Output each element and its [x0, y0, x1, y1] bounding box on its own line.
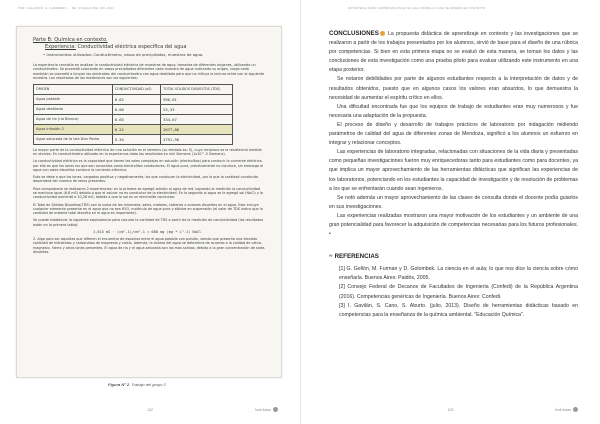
body-paragraph: Las experiencias de laboratorio integradas, relacionadas con situaciones de la vida diaria y presentadas como pequeñas investigaciones fueron muy enriquecedoras tanto para estudiantes como para docentes, ya que implica un mayor aprovechamiento de las herramientas didácticas que significan las experiencias de los laboratorios, potenciando en los estudiantes la capacidad de investigación y de resolución de problemas a los que se enfrentarán cuando sean ingenieros.	[329, 149, 578, 192]
table-cell: Agua saturada de la Isla Don Pedro	[34, 134, 113, 144]
table-row	[34, 104, 233, 114]
table-row	[34, 94, 233, 104]
worksheet-paragraph: Esto se debe a que los iones, cargados positiva y negativamente, los que conducen la electricidad, por lo que la cantidad conducida dependerá del número de iones presentes.	[33, 175, 259, 184]
table-header: CONDUCTIVIDAD (uS)	[112, 84, 160, 94]
body-paragraph: Se notó además un mayor aprovechamiento de las clases de consulta donde el docente podía guiarlos en sus investigaciones.	[329, 194, 578, 210]
table-row	[34, 114, 233, 124]
table-cell: Agua infusión 2	[34, 124, 113, 134]
worksheet-paragraph: La conductividad eléctrica es la capacidad que tienen las sales complejas en solución (electrolitos) para conducir la corriente eléctrica, por ello es que los iones los que son conocidos como electrolitos conductores. El agua pura, prácticamente no conduce, sin embargo el agua con sales disueltas conduce la corriente eléctrica.	[33, 159, 264, 172]
worksheet-paragraph: Para comprobarlo se realizaron 2 experiencias: en la primera se agregó adición al agua de red, logrando la medición la conductividad se mantuvo igual (6,8 mS) debido a que el azúcar no es conductor de la electricidad. En la segunda al agua se le agregó sal (NaCl) y la conductividad aumentó a 10,28 mS, debido a que la sal es un electrolito conductor.	[33, 186, 263, 200]
footer-brand: Ínsil Actas	[255, 407, 278, 412]
table-cell: Agua de río (río Blanco)	[34, 114, 113, 124]
worksheet-instruments: • Instrumentos utilizados: Conductímetro, vasos de precipitados, muestras de agua.	[43, 52, 204, 57]
worksheet-intro: La experiencia consistía en analizar la conductividad eléctrica de muestras de agua, tomadas de diferentes orígenes, utilizando un conductímetro. Se procedió colocando en vasos precipitados diferentes cada muestra de agua indicando su origen, luego cada medición se procedió a limpiar los electrodos del conductímetro con agua destilada para que no influya la lectura entre con la siguiente muestra. Los resultados de las mediciones son los siguientes:	[33, 63, 265, 81]
reference-item: [1] G. Gellón, M. Furman y D. Golombek. La ciencia en el aula; lo que nos dice la ciencia sobre cómo enseñarla. Buenos Aires: Paidós, 2005.	[339, 266, 578, 282]
body-paragraph: Se notaron debilidades por parte de algunos estudiantes respecto a la interpretación de datos y de resultados obtenidos, puesto que en algunos casos los valores eran absurdos, lo que demuestra la necesidad de aumentar el espíritu crítico en ellos.	[329, 76, 578, 101]
conclusions-paragraph: CONCLUSIONES La propuesta didáctica de aprendizaje en contexto y las investigaciones que se realizaron a partir de los trabajos presentados por los alumnos, sirvió de base para el diseño de una rúbrica por competencias. Si bien en esta primera etapa no se evaluó de esta manera, se toman los datos y las conclusiones de esta investigación como una prueba piloto para evaluar utilizando este instrumento en una etapa posterior.	[329, 30, 578, 74]
references-icon: ∞	[329, 253, 333, 260]
smile-icon	[380, 31, 385, 36]
article-body	[329, 29, 578, 320]
table-cell: 2677,86	[161, 124, 233, 134]
right-page	[300, 0, 600, 424]
table-cell: Agua destilada	[34, 104, 113, 114]
table-cell: 8.22	[112, 124, 160, 134]
table-header: TOTAL SOLIDOS DISUELTOS (TDS)	[161, 84, 233, 94]
footer-brand: Ínsil Actas	[555, 407, 578, 412]
worksheet-paragraph: Se puede establecer la siguiente equivalencia para calcular la cantidad de TDS a partir de la medición de conductividad (los resultados están en la primera tabla):	[33, 218, 264, 227]
page-number: 102	[147, 408, 153, 412]
body-paragraph: El proceso de diseño y desarrollo de trabajos prácticos de laboratorio por indagación midiendo parámetros de calidad del agua de diferentes zonas de Mendoza, significó a los alumnos un esfuerzo en integrar y relacionar conceptos.	[329, 121, 578, 147]
page-number: 103	[447, 408, 454, 412]
body-paragraph: Las experiencias realizadas mostraron una mayor motivación de los estudiantes y un ambiente de una gran potencialidad para favorecer la adquisición de competencias necesarias para los futuros profesionales. •	[329, 212, 578, 238]
page-footer	[301, 406, 600, 414]
page-footer	[0, 406, 300, 414]
table-cell: 596,61	[161, 94, 233, 104]
figure-caption: Figura N° 2. Trabajo del grupo 2	[108, 382, 166, 387]
references-heading: ∞ REFERENCIAS	[329, 253, 379, 261]
body-paragraph: Una dificultad encontrada fue que los equipos de trabajo de estudiantes eran muy numerosos y fue necesaria una adaptación de la propuesta.	[329, 103, 578, 119]
scanned-worksheet-image	[16, 26, 282, 378]
worksheet-paragraph: La mayor parte de la conductividad eléctrica de una solución es el siemens (su símbolo es: S), cuyo recíproco es la resistencia medida en ohmios. En conductímetro utilizado en la experiencia daba los resultados en mili Siemens (1x10^-3 Siemens).	[33, 147, 262, 156]
table-cell: 0.65	[112, 114, 160, 124]
worksheet-title: Parte B: Química en contexto.	[33, 37, 108, 43]
brand-logo-icon	[573, 407, 578, 412]
table-cell: 0.82	[112, 94, 160, 104]
table-cell: Agua potable	[34, 94, 113, 104]
running-head: POR: GALLARDO, G. GUERRERO ... DE: COLEGIO DEL SOL 2021	[18, 7, 115, 10]
table-row	[34, 124, 233, 134]
table-cell: 0.06	[112, 104, 160, 114]
table-cell: 334,67	[161, 114, 233, 124]
conclusions-heading: CONCLUSIONES	[329, 30, 379, 37]
reference-item: [3] I. Gavilán, S. Cano, S. Aburto. (julio, 2013). Diseño de herramientas didácticas basado en competencias para la enseñanza de la química ambiental. "Educación Química".	[339, 302, 578, 318]
table-cell: 3791,90	[161, 134, 233, 144]
worksheet-paragraph: 2. Algo para ser aquellas que difieren el encuentro de espacios entre el agua potable con pulsión, siendo que presenta una elevada cantidad de hidróxidos y carbonatos de magnesio y calcio. Además, la dureza del agua se determina de acuerdo a la calidad de calcio, magnesio, hierro y otros iones presentes. El agua de río y el agua saturada son las más salinas, debido a la gran concentración de sales disueltas.	[33, 237, 265, 254]
brand-logo-icon	[273, 407, 278, 412]
running-head: ESTRATEGIA PARA COMPETENCIAS EN EL AULA DESDE LO QUE SE ENSEÑA EN CONTEXTO	[348, 7, 486, 10]
worksheet-formula: 1,615 mS · (cm^-1)/cm^-1 = 680 mg (mg * L^-1) NaCl	[93, 230, 202, 235]
conductivity-table	[33, 84, 233, 145]
worksheet-paragraph: El Total de Sólidos Disueltos(TDS) son la suma de los minerales, sales, metales, cationes o aniones disueltos en el agua. Esto incluye cualquier elemento presente en el agua que no sea H2O, molécula de agua pura y sólidos en suspensión (el valor de TDS indica que la cantidad de materia total disuelta en el agua es importante).	[33, 202, 263, 216]
table-row	[34, 134, 233, 144]
reference-item: [2] Consejo Federal de Decanos de Facultades de Ingeniería (Confedi) de la República Argentina (2016). Competencias genéricas de Ingeniería. Buenos Aires: Confedi.	[339, 284, 578, 300]
table-cell: 5.34	[112, 134, 160, 144]
table-header: ORIGEN	[34, 84, 113, 94]
table-cell: 23,33	[161, 104, 233, 114]
worksheet-experience: Experiencia: Conductividad eléctrica específica del agua	[45, 44, 187, 50]
